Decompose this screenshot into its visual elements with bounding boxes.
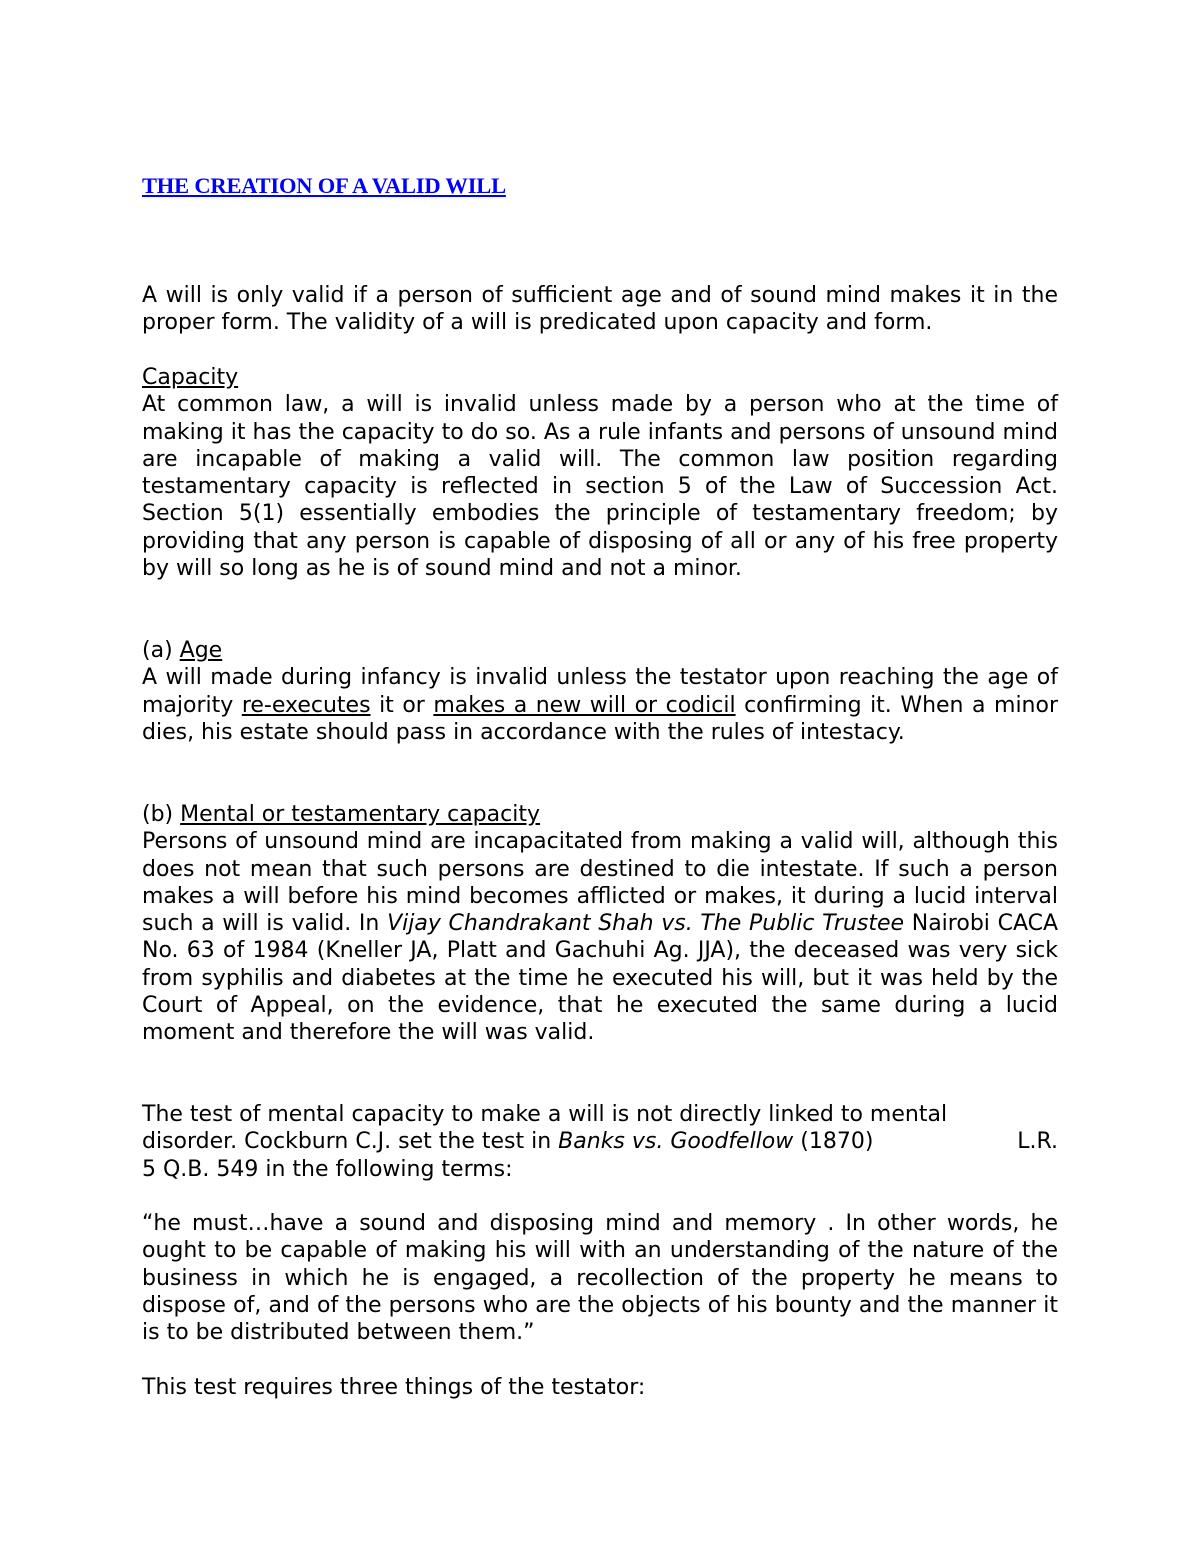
document-title: THE CREATION OF A VALID WILL: [142, 173, 506, 198]
re-executes-term: re-executes: [241, 692, 371, 718]
mental-text-2: Nairobi CACA No. 63 of 1984 (Kneller JA, Platt and Gachuhi Ag. JJA), the deceased was very sick from syphilis and diabetes at the time he executed his will, but it was held by the Court of Appeal, on the evidence, that he executed the same during a lucid moment and therefore the will was valid.: [142, 911, 1059, 1046]
capacity-section: [142, 364, 1058, 582]
mental-heading: Mental or testamentary capacity: [180, 802, 540, 827]
banks-case: Banks vs. Goodfellow: [558, 1129, 794, 1155]
intro-paragraph: A will is only valid if a person of sufficient age and of sound mind makes it in the proper form. The validity of a will is predicated upon capacity and form.: [142, 283, 1058, 336]
test-line-1: [142, 1101, 1058, 1128]
mental-heading-line: [142, 801, 1058, 828]
new-will-codicil-term: makes a new will or codicil: [433, 692, 736, 718]
age-text-1: A will made during infancy is invalid unless the testator upon reaching the age of majority: [142, 665, 1058, 718]
test-report: L.R.: [1017, 1129, 1058, 1155]
mental-body: [142, 828, 1058, 1046]
capacity-heading: Capacity: [142, 365, 239, 390]
mental-prefix: (b): [142, 802, 181, 827]
age-body: [142, 664, 1058, 746]
mental-text-1: Persons of unsound mind are incapacitated from making a valid will, although this does not mean that such persons are destined to die intestate. If such a person makes a will before his mind becomes afflicted or makes, it during a lucid interval such a will is valid. In: [142, 829, 1058, 937]
age-heading: Age: [179, 638, 223, 663]
age-heading-line: [142, 637, 1058, 664]
quote-paragraph: “he must…have a sound and disposing mind and memory . In other words, he ought to be capable of making his will with an understanding of the nature of the business in which he is engaged, a recollection of the property he means to dispose of, and of the persons who are the objects of his bounty and the manner it is to be distributed between them.”: [142, 1211, 1058, 1346]
test-line-2-pre: disorder. Cockburn C.J. set the test in: [142, 1129, 559, 1155]
capacity-body: At common law, a will is invalid unless made by a person who at the time of making it has the capacity to do so. As a rule infants and persons of unsound mind are incapable of making a valid will. The common law position regarding testamentary capacity is reflected in section 5 of the Law of Succession Act. Section 5(1) essentially embodies the principle of testamentary freedom; by providing that any person is capable of disposing of all or any of his free property by will so long as he is of sound mind and not a minor.: [142, 392, 1058, 582]
case-citation: Vijay Chandrakant Shah vs. The Public Trustee: [387, 911, 905, 937]
test-line-3: 5 Q.B. 549 in the following terms:: [142, 1156, 513, 1182]
age-section: [142, 637, 1058, 746]
test-line-2: [142, 1128, 1058, 1155]
test-paragraph: [142, 1101, 1058, 1183]
age-prefix: (a): [142, 638, 180, 663]
age-text-3: confirming it. When a minor dies, his estate should pass in accordance with the rules of intestacy.: [142, 692, 1059, 745]
test-year: (1870): [793, 1129, 874, 1155]
age-text-2: it or: [370, 692, 434, 718]
test-line-1-text: The test of mental capacity to make a will is not directly linked to mental: [142, 1102, 948, 1127]
mental-section: [142, 801, 1058, 1047]
closing-paragraph: This test requires three things of the testator:: [142, 1375, 646, 1400]
